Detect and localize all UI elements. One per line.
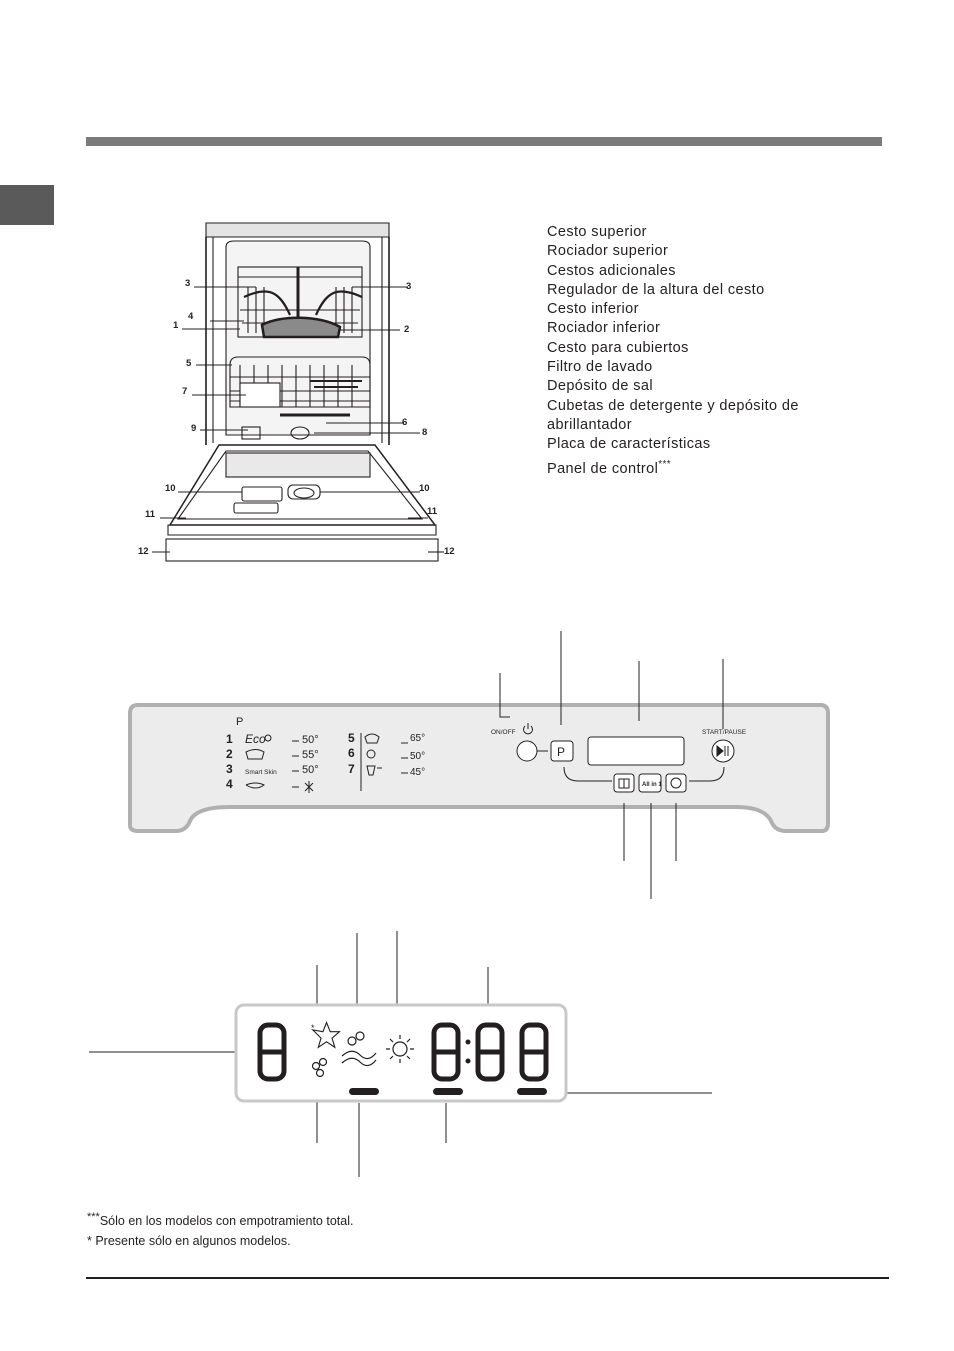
program-number: 2: [226, 747, 233, 761]
callout-10-right: 10: [419, 483, 430, 494]
footnote-text: Presente sólo en algunos modelos.: [91, 1234, 291, 1249]
callout-1: 1: [173, 320, 179, 331]
callout-10-left: 10: [165, 483, 176, 494]
footnote-text: Sólo en los modelos con empotramiento total.: [99, 1214, 354, 1229]
legend-item: Cesto inferior: [547, 301, 639, 318]
program-temp: 50°: [302, 764, 319, 776]
svg-text:*: *: [311, 1023, 315, 1033]
all-in-one-label: All in 1: [642, 782, 662, 788]
program-button-label: P: [557, 745, 566, 759]
callout-8: 8: [422, 427, 428, 438]
callout-12-right: 12: [444, 546, 455, 557]
callout-9: 9: [191, 423, 197, 434]
footnote-1: [87, 1207, 353, 1231]
legend-item: Rociador superior: [547, 243, 669, 260]
footnotes: [87, 1207, 353, 1251]
callout-3-right: 3: [406, 281, 412, 292]
callout-11-right: 11: [427, 506, 438, 517]
program-temp: 55°: [302, 749, 319, 761]
callout-4: 4: [188, 311, 194, 322]
program-number: 4: [226, 777, 233, 791]
start-pause-label: START/PAUSE: [702, 729, 747, 736]
legend-item-control-panel: [547, 455, 799, 479]
callout-6: 6: [402, 417, 408, 428]
program-temp: 50°: [410, 751, 426, 762]
program-number: 6: [348, 746, 355, 760]
callout-3-left: 3: [185, 278, 191, 289]
footnote-2: [87, 1231, 353, 1251]
parts-legend: [547, 223, 799, 479]
legend-item: Cubetas de detergente y depósito de: [547, 397, 799, 414]
bottom-rule: [86, 1277, 889, 1279]
indicator-bar: [349, 1088, 379, 1095]
indicator-bar: [517, 1088, 547, 1095]
language-tab: [0, 185, 54, 225]
legend-item: Depósito de sal: [547, 378, 653, 395]
footnote-mark: ***: [87, 1211, 100, 1223]
program-temp: 45°: [410, 767, 426, 778]
program-number: 3: [226, 762, 233, 776]
on-off-button[interactable]: [517, 741, 537, 761]
legend-item: Cesto superior: [547, 224, 647, 240]
program-number: 1: [226, 732, 233, 746]
legend-footnote-mark: ***: [658, 458, 672, 470]
display-diagram: [80, 925, 730, 1180]
program-temp: 50°: [302, 734, 319, 746]
on-off-label: ON/OFF: [491, 729, 516, 736]
legend-item: Regulador de la altura del cesto: [547, 281, 765, 298]
callout-11-left: 11: [145, 509, 156, 520]
dishwasher-diagram: [130, 215, 460, 575]
program-number: 5: [348, 731, 355, 745]
control-panel-diagram: [120, 625, 840, 910]
program-temp: 65°: [410, 733, 426, 744]
legend-item-label: Panel de control: [547, 460, 659, 477]
program-p-label: P: [236, 716, 244, 728]
legend-item: Cesto para cubiertos: [547, 339, 689, 356]
callout-7: 7: [182, 386, 188, 397]
legend-item: abrillantador: [547, 416, 632, 433]
eco-label: Eco: [245, 732, 266, 746]
callout-2: 2: [404, 324, 410, 335]
legend-item: Placa de características: [547, 436, 711, 453]
legend-item: Filtro de lavado: [547, 359, 653, 376]
footnote-mark: *: [87, 1234, 92, 1249]
callout-12-left: 12: [138, 546, 149, 557]
top-rule: [86, 137, 882, 146]
callout-5: 5: [186, 358, 192, 369]
smart-skin-label: Smart Skin: [245, 769, 277, 776]
program-number: 7: [348, 762, 355, 776]
legend-item: Rociador inferior: [547, 320, 661, 337]
indicator-bar: [433, 1088, 463, 1095]
legend-item: Cestos adicionales: [547, 262, 676, 279]
delay-start-button[interactable]: [666, 774, 686, 792]
panel-display-window: [588, 737, 684, 765]
